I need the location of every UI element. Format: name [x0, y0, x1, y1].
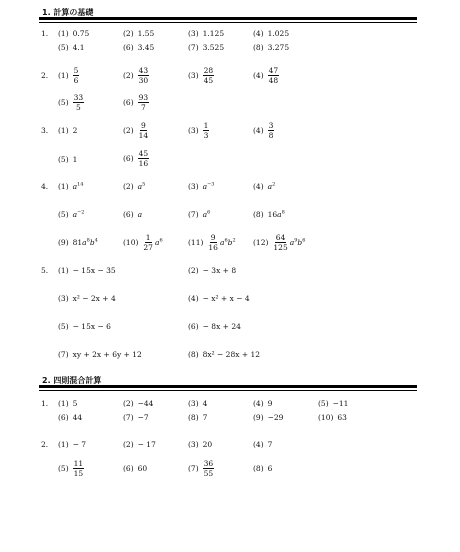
answer: (4) $\frac{3}{8}$	[253, 121, 274, 140]
answer: (11) $\frac{9}{16}$ $a^6b^2$	[188, 233, 236, 252]
answer: (8) 7	[188, 413, 208, 422]
answer: (4) 1.025	[253, 29, 290, 38]
answer: (3) $a^{-3}$	[188, 181, 215, 191]
answer: (3) $\frac{28}{45}$	[188, 66, 214, 85]
answer: (8) $16a^8$	[253, 209, 285, 219]
answer: (1) 5	[58, 399, 78, 408]
answer: (7) $\frac{36}{55}$	[188, 459, 214, 478]
answer: (1) $\frac{5}{6}$	[58, 66, 79, 85]
answer: (7) 3.525	[188, 43, 225, 52]
answer: (5) −11	[318, 399, 349, 408]
answer: (5) 4.1	[58, 43, 85, 52]
answer: (9) $81a^8b^4$	[58, 237, 98, 247]
answer: (6) 44	[58, 413, 83, 422]
answer: (2) $\frac{43}{30}$	[123, 66, 149, 85]
answer: (7) $a^6$	[188, 209, 211, 219]
answer: (1) 0.75	[58, 29, 90, 38]
answer: (4) 7	[253, 440, 273, 449]
answer: (2) −44	[123, 399, 154, 408]
problem-number: 3.	[41, 126, 49, 135]
answer: (6) − 8x + 24	[188, 322, 241, 331]
answer: (6) $\frac{93}{7}$	[123, 93, 149, 112]
answer: (2) $\frac{9}{14}$	[123, 121, 149, 140]
answer: (10) $\frac{1}{27}$ $a^6$	[123, 233, 163, 252]
answer: (5) 1	[58, 155, 78, 164]
answer: (8) 8x² − 28x + 12	[188, 350, 261, 359]
problem-number: 4.	[41, 182, 49, 191]
answer: (1) 2	[58, 126, 78, 135]
answer: (4) 9	[253, 399, 273, 408]
answer: (3) 1.125	[188, 29, 225, 38]
problem-number: 5.	[41, 266, 49, 275]
answer: (3) 4	[188, 399, 208, 408]
answer: (3) $\frac{1}{3}$	[188, 121, 209, 140]
answer: (8) 3.275	[253, 43, 290, 52]
answer: (10) 63	[318, 413, 347, 422]
answer: (3) 20	[188, 440, 213, 449]
answer: (5) $\frac{33}{5}$	[58, 93, 84, 112]
answer: (6) a	[123, 210, 143, 219]
problem-number: 1.	[41, 29, 49, 38]
answer: (1) − 7	[58, 440, 87, 449]
section-2-title: 2. 四則混合計算	[42, 376, 102, 385]
answer: (9) −29	[253, 413, 284, 422]
problem-number: 2.	[41, 440, 49, 449]
problem-number: 1.	[41, 399, 49, 408]
answer: (3) x² − 2x + 4	[58, 294, 116, 303]
answer: (5) $\frac{11}{15}$	[58, 459, 84, 478]
answer: (2) − 3x + 8	[188, 266, 237, 275]
answer: (2) $a^5$	[123, 181, 146, 191]
answer: (8) 6	[253, 464, 273, 473]
answer: (5) $a^{-2}$	[58, 209, 85, 219]
answer: (12) $\frac{64}{125}$ $a^9b^6$	[253, 233, 306, 252]
answer: (7) −7	[123, 413, 149, 422]
problem-number: 2.	[41, 71, 49, 80]
answer: (4) $a^2$	[253, 181, 276, 191]
answer: (7) xy + 2x + 6y + 12	[58, 350, 142, 359]
answer: (1) − 15x − 35	[58, 266, 116, 275]
answer: (2) 1.55	[123, 29, 155, 38]
section-1-rule	[39, 17, 417, 20]
answer: (5) − 15x − 6	[58, 322, 111, 331]
answer: (1) $a^{14}$	[58, 181, 84, 191]
answer: (2) − 17	[123, 440, 156, 449]
answer: (4) − x² + x − 4	[188, 294, 250, 303]
section-1-title: 1. 計算の基礎	[42, 8, 94, 17]
answer: (6) 60	[123, 464, 148, 473]
answer: (6) 3.45	[123, 43, 155, 52]
answer: (4) $\frac{47}{48}$	[253, 66, 279, 85]
section-2-rule	[39, 385, 417, 388]
answer: (6) $\frac{45}{16}$	[123, 149, 149, 168]
